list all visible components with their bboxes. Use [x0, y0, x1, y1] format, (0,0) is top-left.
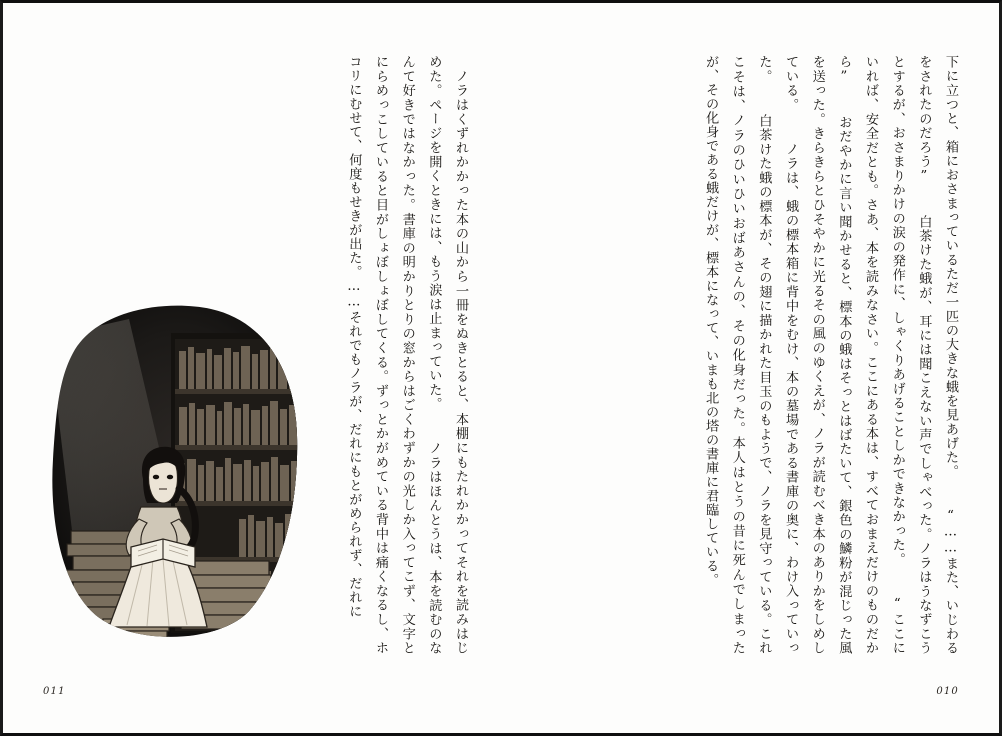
- left-page-body-text: ノラはくずれかかった本の山から一冊をぬきとると、本棚にもたれかかってそれを読みはじめた。ページを開くときには、もう涙は止まっていた。 ノラはほんとうは、本を読むのなんて好きではなかった。書庫の明かりとりの窓からはごくわずかの光しか入ってこず、文字とにらめっこしていると目がしょぼしょぼしてくる。ずっとかがめている背中は痛くなるし、ホコリにむせて、何度もせきが出た。……それでもノラが、だれにもとがめられず、だれに: [346, 55, 468, 655]
- illustration-girl-reading: [43, 293, 313, 653]
- left-page: [3, 3, 501, 733]
- folio-left: 011: [43, 686, 66, 697]
- right-page: [501, 3, 999, 733]
- right-page-body-text: 下に立つと、箱におさまっているただ一匹の大きな蛾を見あげた。 “……また、いじわるをされたのだろう” 白茶けた蛾が、耳には聞こえない声でしゃべった。ノラはうなずこうとするが、おさまりかけの涙の発作に、しゃくりあげることしかできなかった。 “ここにいれば、安全だとも。さあ、本を読みなさい。ここにある本は、すべておまえだけのものだから” おだやかに言い聞かせると、標本の蛾はそっとはばたいて、銀色の鱗粉が混じった風を送った。きらきらとひそやかに光るその風のゆくえが、ノラが読むべき本のありかをしめしている。 ノラは、蛾の標本箱に背中をむけ、本の墓場である書庫の奥に、わけ入っていった。 白茶けた蛾の標本が、その翅に描かれた目玉のもようで、ノラを見守っている。これこそは、ノラのひいひいおばあさんの、その化身だった。本人はとうの昔に死んでしまったが、その化身である蛾だけが、標本になって、いまも北の塔の書庫に君臨している。: [703, 55, 958, 655]
- illustration-scene: [43, 293, 313, 653]
- folio-right: 010: [936, 686, 959, 697]
- spread-container: [3, 3, 999, 733]
